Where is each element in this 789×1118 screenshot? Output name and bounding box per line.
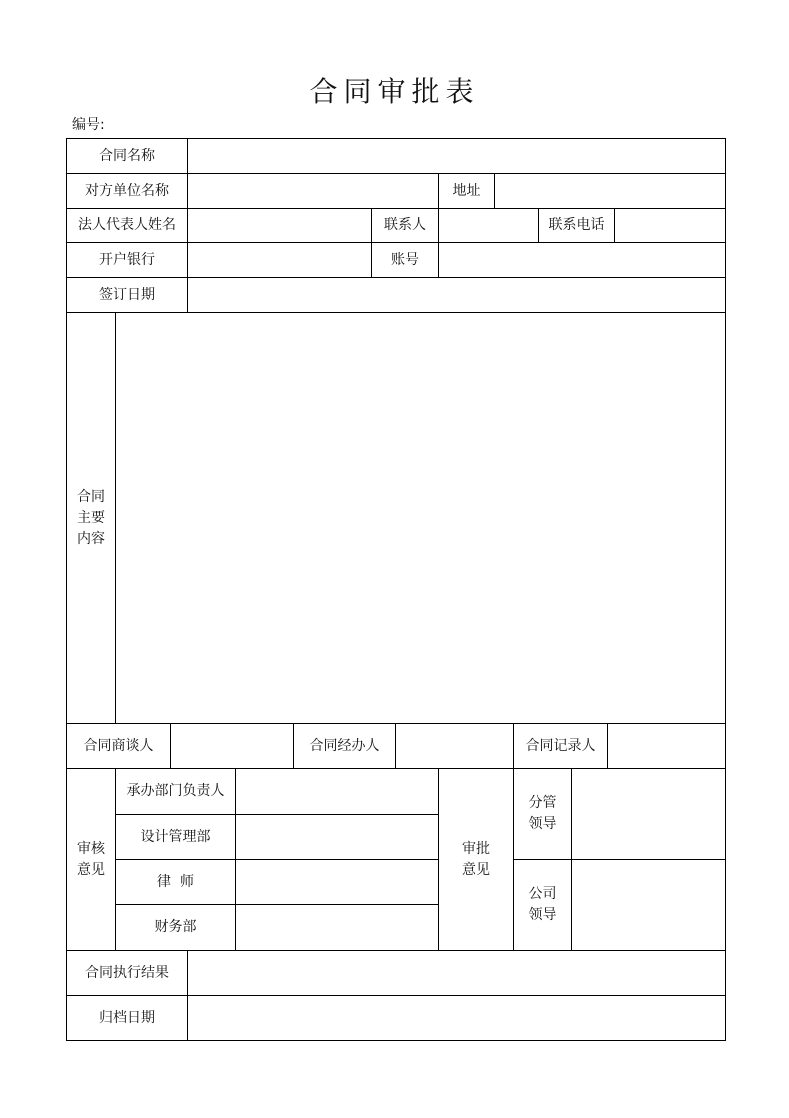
archive-date-label: 归档日期: [99, 1009, 155, 1026]
handler-label: 合同经办人: [309, 737, 380, 754]
negotiator-label: 合同商谈人: [83, 737, 154, 754]
sign-date-field[interactable]: [188, 278, 725, 312]
legal-rep-field[interactable]: [188, 209, 371, 242]
company-leader-field[interactable]: [572, 860, 725, 950]
lawyer-field[interactable]: [236, 860, 438, 904]
execution-label: 合同执行结果: [85, 964, 169, 981]
account-label: 账号: [391, 251, 419, 268]
finance-field[interactable]: [236, 905, 438, 950]
content-label: [67, 313, 115, 723]
recorder-label: 合同记录人: [525, 737, 596, 754]
contract-name-field[interactable]: [188, 139, 725, 173]
company-leader-label-line: 领导: [528, 907, 557, 923]
address-label: 地址: [452, 182, 481, 199]
bank-label: 开户银行: [99, 251, 155, 268]
execution-field[interactable]: [188, 951, 725, 995]
contact-label: 联系人: [384, 217, 426, 233]
branch-leader-label-line: 分管: [528, 795, 557, 811]
lawyer-label: 律 师: [157, 873, 194, 890]
phone-label: 联系电话: [548, 217, 605, 233]
archive-date-field[interactable]: [188, 996, 725, 1040]
review-label-line: 审核: [77, 840, 105, 857]
phone-field[interactable]: [615, 209, 725, 242]
negotiator-field[interactable]: [171, 724, 293, 768]
approval-label-line: 意见: [462, 861, 490, 878]
serial-number-label: 编号:: [72, 117, 105, 133]
branch-leader-label-line: 领导: [528, 816, 557, 832]
approval-label-line: 审批: [462, 840, 490, 857]
content-label-line: 合同: [77, 488, 105, 505]
design-dept-field[interactable]: [236, 815, 438, 859]
company-leader-label: [514, 860, 571, 950]
review-label-line: 意见: [77, 861, 105, 878]
contact-field[interactable]: [439, 209, 538, 242]
bank-field[interactable]: [188, 243, 371, 277]
content-field[interactable]: [116, 313, 725, 723]
handler-field[interactable]: [396, 724, 513, 768]
recorder-field[interactable]: [608, 724, 725, 768]
legal-rep-label: 法人代表人姓名: [78, 217, 176, 233]
counterparty-label: 对方单位名称: [85, 182, 169, 199]
design-dept-label: 设计管理部: [140, 828, 211, 845]
content-label-line: 内容: [77, 530, 105, 547]
content-label-line: 主要: [77, 509, 105, 526]
approval-label: [439, 769, 513, 950]
address-field[interactable]: [495, 174, 725, 208]
dept-head-field[interactable]: [236, 769, 438, 814]
review-label: [67, 769, 115, 950]
branch-leader-label: [514, 769, 571, 859]
contract-name-label: 合同名称: [99, 147, 155, 164]
branch-leader-field[interactable]: [572, 769, 725, 859]
page-title: 合同审批表: [309, 75, 480, 108]
counterparty-field[interactable]: [188, 174, 438, 208]
finance-label: 财务部: [154, 919, 197, 935]
sign-date-label: 签订日期: [99, 286, 155, 303]
company-leader-label-line: 公司: [528, 886, 557, 902]
dept-head-label: 承办部门负责人: [126, 783, 225, 799]
account-field[interactable]: [439, 243, 725, 277]
